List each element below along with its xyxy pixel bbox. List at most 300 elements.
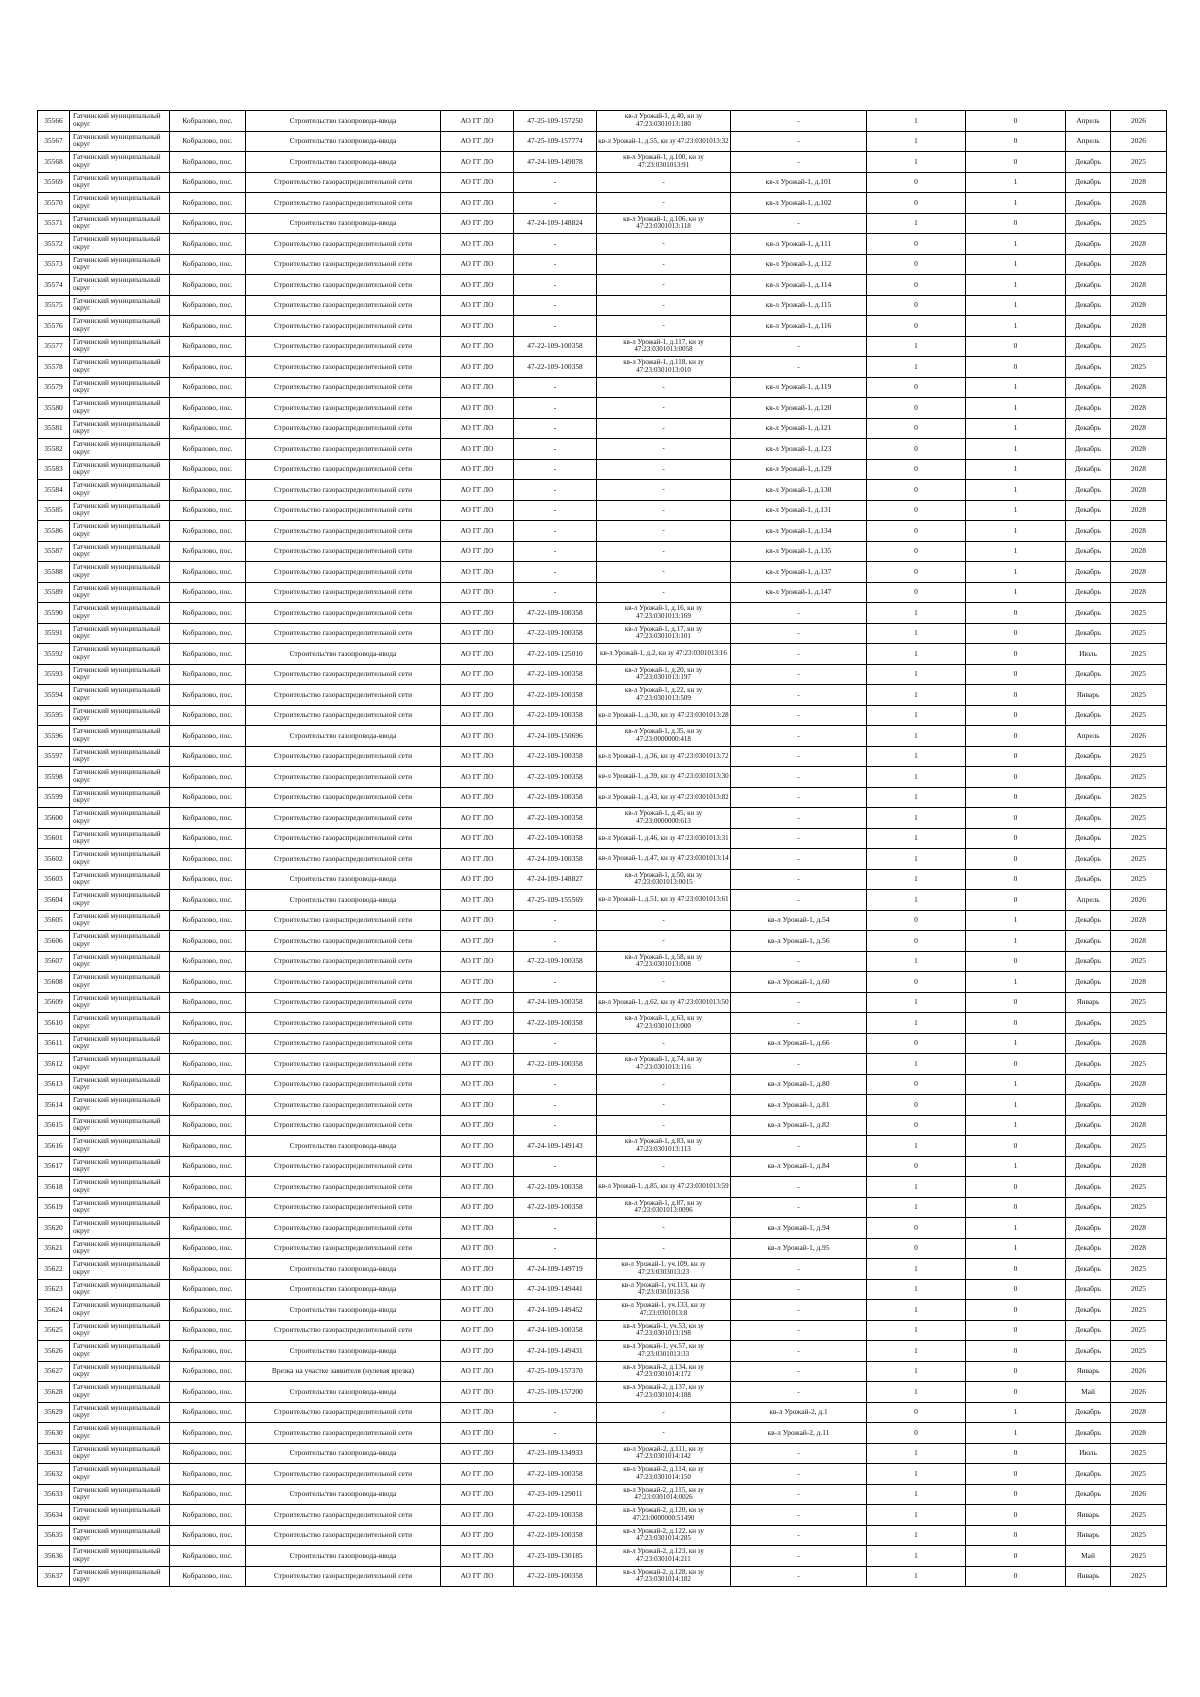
cell-month: Декабрь xyxy=(1066,1464,1111,1485)
cell-organization: АО ГГ ЛО xyxy=(441,931,514,952)
cell-year: 2025 xyxy=(1111,869,1167,890)
cell-organization: АО ГГ ЛО xyxy=(441,1423,514,1444)
cell-district: Гатчинский муниципальный округ xyxy=(70,1115,170,1136)
cell-count-b: 0 xyxy=(966,603,1066,624)
table-row xyxy=(38,1238,1167,1259)
cell-count-b: 1 xyxy=(966,500,1066,521)
cell-count-a: 1 xyxy=(867,1361,966,1382)
cell-year: 2028 xyxy=(1111,398,1167,419)
cell-district: Гатчинский муниципальный округ xyxy=(70,1238,170,1259)
cell-count-b: 0 xyxy=(966,1546,1066,1567)
cell-district: Гатчинский муниципальный округ xyxy=(70,111,170,132)
cell-contract-number: 47-22-109-100358 xyxy=(514,828,597,849)
cell-contract-number: 47-22-109-100358 xyxy=(514,1464,597,1485)
cell-organization: АО ГГ ЛО xyxy=(441,992,514,1013)
cell-settlement: Кобралово, пос. xyxy=(170,869,246,890)
cell-organization: АО ГГ ЛО xyxy=(441,1546,514,1567)
cell-count-a: 1 xyxy=(867,746,966,767)
cell-month: Декабрь xyxy=(1066,562,1111,583)
table-row xyxy=(38,1259,1167,1280)
cell-contract-number: 47-22-109-100358 xyxy=(514,951,597,972)
cell-month: Декабрь xyxy=(1066,521,1111,542)
cell-count-b: 0 xyxy=(966,1382,1066,1403)
cell-count-a: 1 xyxy=(867,1279,966,1300)
cell-work-type: Строительство газораспределительной сети xyxy=(246,459,441,480)
cell-count-a: 1 xyxy=(867,1484,966,1505)
cell-organization: АО ГГ ЛО xyxy=(441,685,514,706)
cell-contract-number: - xyxy=(514,931,597,952)
cell-count-b: 1 xyxy=(966,1402,1066,1423)
cell-year: 2026 xyxy=(1111,726,1167,747)
cell-count-b: 0 xyxy=(966,213,1066,234)
cell-district: Гатчинский муниципальный округ xyxy=(70,1156,170,1177)
cell-count-b: 0 xyxy=(966,357,1066,378)
cell-organization: АО ГГ ЛО xyxy=(441,1238,514,1259)
cell-organization: АО ГГ ЛО xyxy=(441,213,514,234)
cell-row-number: 35590 xyxy=(38,603,70,624)
cell-settlement: Кобралово, пос. xyxy=(170,336,246,357)
cell-address-cadastral: кв-л Урожай-1, д.62, кн зу 47:23:0301013:50 xyxy=(597,992,731,1013)
cell-month: Декабрь xyxy=(1066,1054,1111,1075)
cell-settlement: Кобралово, пос. xyxy=(170,439,246,460)
cell-settlement: Кобралово, пос. xyxy=(170,1074,246,1095)
cell-month: Декабрь xyxy=(1066,910,1111,931)
cell-count-b: 1 xyxy=(966,1033,1066,1054)
cell-settlement: Кобралово, пос. xyxy=(170,972,246,993)
cell-contract-number: - xyxy=(514,1095,597,1116)
cell-district: Гатчинский муниципальный округ xyxy=(70,808,170,829)
cell-row-number: 35595 xyxy=(38,705,70,726)
cell-address: - xyxy=(731,1320,867,1341)
table-row xyxy=(38,254,1167,275)
cell-year: 2025 xyxy=(1111,808,1167,829)
cell-contract-number: 47-23-109-129011 xyxy=(514,1484,597,1505)
cell-count-b: 0 xyxy=(966,152,1066,173)
cell-address: кв-л Урожай-1, д.131 xyxy=(731,500,867,521)
cell-address-cadastral: кв-л Урожай-1, д.47, кн зу 47:23:0301013:14 xyxy=(597,849,731,870)
cell-address-cadastral: кв-л Урожай-2, д.114, кн зу 47:23:0301014:150 xyxy=(597,1464,731,1485)
cell-work-type: Строительство газораспределительной сети xyxy=(246,377,441,398)
cell-district: Гатчинский муниципальный округ xyxy=(70,1402,170,1423)
cell-month: Декабрь xyxy=(1066,275,1111,296)
cell-count-b: 1 xyxy=(966,377,1066,398)
cell-year: 2028 xyxy=(1111,316,1167,337)
cell-year: 2028 xyxy=(1111,1095,1167,1116)
cell-count-a: 1 xyxy=(867,213,966,234)
cell-address-cadastral: кв-л Урожай-1, д.74, кн зу 47:23:0301013:116 xyxy=(597,1054,731,1075)
cell-settlement: Кобралово, пос. xyxy=(170,131,246,152)
table-row xyxy=(38,316,1167,337)
cell-row-number: 35586 xyxy=(38,521,70,542)
cell-work-type: Строительство газораспределительной сети xyxy=(246,541,441,562)
cell-address: кв-л Урожай-1, д.116 xyxy=(731,316,867,337)
cell-organization: АО ГГ ЛО xyxy=(441,480,514,501)
cell-address-cadastral: кв-л Урожай-1, уч.53, кн зу 47:23:0301013:198 xyxy=(597,1320,731,1341)
cell-address: - xyxy=(731,787,867,808)
cell-contract-number: 47-25-109-157200 xyxy=(514,1382,597,1403)
cell-year: 2025 xyxy=(1111,623,1167,644)
cell-district: Гатчинский муниципальный округ xyxy=(70,582,170,603)
cell-year: 2025 xyxy=(1111,787,1167,808)
cell-work-type: Строительство газопровода-ввода xyxy=(246,111,441,132)
cell-contract-number: - xyxy=(514,1115,597,1136)
cell-organization: АО ГГ ЛО xyxy=(441,1341,514,1362)
cell-address-cadastral: - xyxy=(597,521,731,542)
cell-address-cadastral: кв-л Урожай-1, д.87, кн зу 47:23:0301013:0096 xyxy=(597,1197,731,1218)
cell-month: Декабрь xyxy=(1066,1197,1111,1218)
cell-organization: АО ГГ ЛО xyxy=(441,808,514,829)
cell-count-a: 1 xyxy=(867,1013,966,1034)
cell-settlement: Кобралово, пос. xyxy=(170,1156,246,1177)
cell-organization: АО ГГ ЛО xyxy=(441,869,514,890)
cell-organization: АО ГГ ЛО xyxy=(441,439,514,460)
cell-month: Декабрь xyxy=(1066,336,1111,357)
cell-work-type: Строительство газораспределительной сети xyxy=(246,1238,441,1259)
cell-address: - xyxy=(731,1361,867,1382)
table-row xyxy=(38,295,1167,316)
cell-month: Декабрь xyxy=(1066,705,1111,726)
cell-address: кв-л Урожай-1, д.82 xyxy=(731,1115,867,1136)
cell-row-number: 35588 xyxy=(38,562,70,583)
cell-address-cadastral: кв-л Урожай-2, д.128, кн зу 47:23:0301014:182 xyxy=(597,1566,731,1587)
cell-organization: АО ГГ ЛО xyxy=(441,254,514,275)
cell-contract-number: - xyxy=(514,254,597,275)
cell-work-type: Строительство газораспределительной сети xyxy=(246,1156,441,1177)
cell-contract-number: 47-24-109-149143 xyxy=(514,1136,597,1157)
cell-district: Гатчинский муниципальный округ xyxy=(70,316,170,337)
cell-district: Гатчинский муниципальный округ xyxy=(70,1566,170,1587)
cell-district: Гатчинский муниципальный округ xyxy=(70,234,170,255)
cell-row-number: 35626 xyxy=(38,1341,70,1362)
cell-organization: АО ГГ ЛО xyxy=(441,1136,514,1157)
cell-work-type: Строительство газораспределительной сети xyxy=(246,1320,441,1341)
cell-year: 2026 xyxy=(1111,1484,1167,1505)
cell-settlement: Кобралово, пос. xyxy=(170,500,246,521)
cell-district: Гатчинский муниципальный округ xyxy=(70,1136,170,1157)
cell-settlement: Кобралово, пос. xyxy=(170,1279,246,1300)
cell-year: 2028 xyxy=(1111,254,1167,275)
cell-year: 2028 xyxy=(1111,910,1167,931)
cell-district: Гатчинский муниципальный округ xyxy=(70,1197,170,1218)
cell-row-number: 35572 xyxy=(38,234,70,255)
cell-count-a: 1 xyxy=(867,152,966,173)
cell-month: Декабрь xyxy=(1066,254,1111,275)
cell-count-a: 1 xyxy=(867,1525,966,1546)
cell-settlement: Кобралово, пос. xyxy=(170,1320,246,1341)
cell-address: - xyxy=(731,1546,867,1567)
cell-organization: АО ГГ ЛО xyxy=(441,541,514,562)
cell-address-cadastral: кв-л Урожай-1, уч.109, кн зу 47:23:0303013:23 xyxy=(597,1259,731,1280)
cell-settlement: Кобралово, пос. xyxy=(170,1361,246,1382)
cell-district: Гатчинский муниципальный округ xyxy=(70,1013,170,1034)
cell-count-a: 0 xyxy=(867,377,966,398)
cell-count-a: 1 xyxy=(867,787,966,808)
cell-work-type: Строительство газораспределительной сети xyxy=(246,1095,441,1116)
table-row xyxy=(38,541,1167,562)
cell-count-a: 1 xyxy=(867,111,966,132)
cell-month: Декабрь xyxy=(1066,1423,1111,1444)
cell-row-number: 35620 xyxy=(38,1218,70,1239)
cell-district: Гатчинский муниципальный округ xyxy=(70,705,170,726)
cell-work-type: Строительство газораспределительной сети xyxy=(246,808,441,829)
cell-settlement: Кобралово, пос. xyxy=(170,1402,246,1423)
cell-year: 2025 xyxy=(1111,1259,1167,1280)
cell-settlement: Кобралово, пос. xyxy=(170,521,246,542)
cell-count-b: 1 xyxy=(966,234,1066,255)
cell-address: кв-л Урожай-1, д.56 xyxy=(731,931,867,952)
cell-organization: АО ГГ ЛО xyxy=(441,316,514,337)
cell-address-cadastral: кв-л Урожай-1, д.2, кн зу 47:23:0301013:16 xyxy=(597,644,731,665)
cell-year: 2025 xyxy=(1111,849,1167,870)
cell-organization: АО ГГ ЛО xyxy=(441,500,514,521)
cell-settlement: Кобралово, пос. xyxy=(170,213,246,234)
cell-address: кв-л Урожай-1, д.120 xyxy=(731,398,867,419)
cell-count-a: 1 xyxy=(867,849,966,870)
cell-settlement: Кобралово, пос. xyxy=(170,951,246,972)
cell-count-a: 0 xyxy=(867,1074,966,1095)
cell-row-number: 35584 xyxy=(38,480,70,501)
cell-address-cadastral: - xyxy=(597,480,731,501)
cell-row-number: 35574 xyxy=(38,275,70,296)
cell-month: Декабрь xyxy=(1066,787,1111,808)
cell-year: 2028 xyxy=(1111,480,1167,501)
cell-address-cadastral: - xyxy=(597,931,731,952)
cell-organization: АО ГГ ЛО xyxy=(441,705,514,726)
cell-count-a: 0 xyxy=(867,1218,966,1239)
cell-row-number: 35582 xyxy=(38,439,70,460)
cell-count-b: 0 xyxy=(966,1013,1066,1034)
cell-year: 2025 xyxy=(1111,951,1167,972)
cell-work-type: Строительство газопровода-ввода xyxy=(246,726,441,747)
cell-address-cadastral: кв-л Урожай-2, д.123, кн зу 47:23:0301014:211 xyxy=(597,1546,731,1567)
cell-count-b: 1 xyxy=(966,1218,1066,1239)
cell-address-cadastral: кв-л Урожай-1, д.20, кн зу 47:23:0301013:197 xyxy=(597,664,731,685)
table-row xyxy=(38,562,1167,583)
cell-work-type: Строительство газораспределительной сети xyxy=(246,1525,441,1546)
cell-count-b: 1 xyxy=(966,398,1066,419)
cell-address-cadastral: кв-л Урожай-1, д.39, кн зу 47:23:0301013:30 xyxy=(597,767,731,788)
cell-contract-number: 47-24-109-100358 xyxy=(514,1320,597,1341)
cell-contract-number: - xyxy=(514,500,597,521)
table-row xyxy=(38,726,1167,747)
cell-work-type: Строительство газопровода-ввода xyxy=(246,1484,441,1505)
cell-row-number: 35585 xyxy=(38,500,70,521)
cell-month: Апрель xyxy=(1066,111,1111,132)
cell-contract-number: 47-24-109-149719 xyxy=(514,1259,597,1280)
cell-work-type: Строительство газопровода-ввода xyxy=(246,1382,441,1403)
table-row xyxy=(38,603,1167,624)
cell-district: Гатчинский муниципальный округ xyxy=(70,1505,170,1526)
cell-count-a: 0 xyxy=(867,541,966,562)
cell-count-b: 0 xyxy=(966,1464,1066,1485)
cell-contract-number: 47-22-109-100358 xyxy=(514,603,597,624)
cell-address: кв-л Урожай-1, д.121 xyxy=(731,418,867,439)
cell-settlement: Кобралово, пос. xyxy=(170,398,246,419)
cell-count-a: 0 xyxy=(867,1033,966,1054)
cell-count-a: 0 xyxy=(867,234,966,255)
cell-settlement: Кобралово, пос. xyxy=(170,705,246,726)
cell-count-a: 0 xyxy=(867,316,966,337)
cell-organization: АО ГГ ЛО xyxy=(441,1464,514,1485)
table-row xyxy=(38,500,1167,521)
cell-contract-number: - xyxy=(514,193,597,214)
cell-settlement: Кобралово, пос. xyxy=(170,623,246,644)
cell-month: Декабрь xyxy=(1066,1177,1111,1198)
cell-row-number: 35627 xyxy=(38,1361,70,1382)
cell-year: 2025 xyxy=(1111,1525,1167,1546)
cell-address: - xyxy=(731,726,867,747)
cell-organization: АО ГГ ЛО xyxy=(441,767,514,788)
table-row xyxy=(38,972,1167,993)
cell-address: - xyxy=(731,1464,867,1485)
table-row xyxy=(38,1525,1167,1546)
cell-address-cadastral: - xyxy=(597,972,731,993)
cell-settlement: Кобралово, пос. xyxy=(170,767,246,788)
cell-row-number: 35631 xyxy=(38,1443,70,1464)
cell-month: Май xyxy=(1066,1546,1111,1567)
cell-work-type: Строительство газораспределительной сети xyxy=(246,951,441,972)
cell-address-cadastral: - xyxy=(597,1402,731,1423)
table-row xyxy=(38,644,1167,665)
cell-count-b: 1 xyxy=(966,1074,1066,1095)
cell-district: Гатчинский муниципальный округ xyxy=(70,849,170,870)
cell-organization: АО ГГ ЛО xyxy=(441,746,514,767)
cell-year: 2028 xyxy=(1111,1423,1167,1444)
cell-contract-number: 47-23-109-130185 xyxy=(514,1546,597,1567)
cell-year: 2028 xyxy=(1111,1074,1167,1095)
table-row xyxy=(38,869,1167,890)
cell-organization: АО ГГ ЛО xyxy=(441,357,514,378)
table-row xyxy=(38,1423,1167,1444)
cell-district: Гатчинский муниципальный округ xyxy=(70,193,170,214)
cell-month: Декабрь xyxy=(1066,1156,1111,1177)
table-row xyxy=(38,111,1167,132)
cell-settlement: Кобралово, пос. xyxy=(170,152,246,173)
table-row xyxy=(38,1443,1167,1464)
cell-row-number: 35569 xyxy=(38,172,70,193)
cell-address: - xyxy=(731,1279,867,1300)
cell-count-a: 0 xyxy=(867,1402,966,1423)
cell-organization: АО ГГ ЛО xyxy=(441,172,514,193)
cell-month: Декабрь xyxy=(1066,316,1111,337)
cell-address-cadastral: кв-л Урожай-1, д.17, кн зу 47:23:0301013:101 xyxy=(597,623,731,644)
cell-organization: АО ГГ ЛО xyxy=(441,1300,514,1321)
cell-district: Гатчинский муниципальный округ xyxy=(70,418,170,439)
cell-month: Декабрь xyxy=(1066,234,1111,255)
cell-organization: АО ГГ ЛО xyxy=(441,1505,514,1526)
cell-row-number: 35628 xyxy=(38,1382,70,1403)
cell-row-number: 35615 xyxy=(38,1115,70,1136)
cell-count-b: 1 xyxy=(966,582,1066,603)
cell-organization: АО ГГ ЛО xyxy=(441,1115,514,1136)
cell-count-b: 0 xyxy=(966,623,1066,644)
cell-row-number: 35612 xyxy=(38,1054,70,1075)
table-row xyxy=(38,1341,1167,1362)
cell-count-a: 1 xyxy=(867,685,966,706)
cell-address-cadastral: - xyxy=(597,1115,731,1136)
cell-work-type: Строительство газораспределительной сети xyxy=(246,685,441,706)
table-row xyxy=(38,1320,1167,1341)
cell-year: 2028 xyxy=(1111,541,1167,562)
cell-address-cadastral: кв-л Урожай-1, д.46, кн зу 47:23:0301013:31 xyxy=(597,828,731,849)
cell-month: Декабрь xyxy=(1066,1259,1111,1280)
cell-work-type: Строительство газораспределительной сети xyxy=(246,787,441,808)
cell-count-a: 0 xyxy=(867,562,966,583)
cell-organization: АО ГГ ЛО xyxy=(441,582,514,603)
cell-count-b: 1 xyxy=(966,172,1066,193)
cell-address-cadastral: - xyxy=(597,1095,731,1116)
cell-contract-number: 47-22-109-100358 xyxy=(514,357,597,378)
cell-address: - xyxy=(731,111,867,132)
cell-district: Гатчинский муниципальный округ xyxy=(70,992,170,1013)
cell-row-number: 35613 xyxy=(38,1074,70,1095)
cell-address: - xyxy=(731,1013,867,1034)
cell-row-number: 35575 xyxy=(38,295,70,316)
table-row xyxy=(38,890,1167,911)
cell-settlement: Кобралово, пос. xyxy=(170,1238,246,1259)
cell-organization: АО ГГ ЛО xyxy=(441,1259,514,1280)
cell-month: Январь xyxy=(1066,992,1111,1013)
cell-count-a: 1 xyxy=(867,1505,966,1526)
table-row xyxy=(38,582,1167,603)
cell-year: 2026 xyxy=(1111,111,1167,132)
cell-settlement: Кобралово, пос. xyxy=(170,787,246,808)
cell-year: 2025 xyxy=(1111,1136,1167,1157)
cell-count-a: 0 xyxy=(867,582,966,603)
cell-work-type: Строительство газораспределительной сети xyxy=(246,1402,441,1423)
cell-settlement: Кобралово, пос. xyxy=(170,644,246,665)
cell-work-type: Строительство газораспределительной сети xyxy=(246,1218,441,1239)
cell-address-cadastral: кв-л Урожай-1, д.58, кн зу 47:23:0301013:008 xyxy=(597,951,731,972)
cell-year: 2028 xyxy=(1111,172,1167,193)
cell-work-type: Строительство газораспределительной сети xyxy=(246,1197,441,1218)
cell-address: - xyxy=(731,1054,867,1075)
cell-row-number: 35619 xyxy=(38,1197,70,1218)
cell-address: - xyxy=(731,1484,867,1505)
cell-address-cadastral: кв-л Урожай-2, д.137, кн зу 47:23:0301014:188 xyxy=(597,1382,731,1403)
cell-address: кв-л Урожай-2, д.1 xyxy=(731,1402,867,1423)
cell-settlement: Кобралово, пос. xyxy=(170,193,246,214)
cell-district: Гатчинский муниципальный округ xyxy=(70,767,170,788)
cell-contract-number: - xyxy=(514,541,597,562)
cell-organization: АО ГГ ЛО xyxy=(441,1177,514,1198)
cell-count-a: 0 xyxy=(867,480,966,501)
cell-row-number: 35603 xyxy=(38,869,70,890)
cell-count-b: 0 xyxy=(966,828,1066,849)
cell-district: Гатчинский муниципальный округ xyxy=(70,1382,170,1403)
cell-year: 2028 xyxy=(1111,459,1167,480)
cell-month: Декабрь xyxy=(1066,828,1111,849)
cell-row-number: 35576 xyxy=(38,316,70,337)
cell-contract-number: - xyxy=(514,295,597,316)
cell-year: 2025 xyxy=(1111,1443,1167,1464)
cell-year: 2025 xyxy=(1111,357,1167,378)
cell-work-type: Строительство газораспределительной сети xyxy=(246,172,441,193)
cell-year: 2028 xyxy=(1111,418,1167,439)
cell-address-cadastral: кв-л Урожай-1, д.30, кн зу 47:23:0301013:28 xyxy=(597,705,731,726)
cell-organization: АО ГГ ЛО xyxy=(441,111,514,132)
cell-settlement: Кобралово, пос. xyxy=(170,1566,246,1587)
cell-year: 2028 xyxy=(1111,521,1167,542)
cell-settlement: Кобралово, пос. xyxy=(170,1177,246,1198)
cell-address-cadastral: кв-л Урожай-1, д.55, кн зу 47:23:0301013:32 xyxy=(597,131,731,152)
cell-row-number: 35568 xyxy=(38,152,70,173)
cell-month: Декабрь xyxy=(1066,213,1111,234)
cell-address-cadastral: - xyxy=(597,398,731,419)
cell-count-b: 1 xyxy=(966,275,1066,296)
cell-district: Гатчинский муниципальный округ xyxy=(70,746,170,767)
cell-work-type: Строительство газораспределительной сети xyxy=(246,1013,441,1034)
